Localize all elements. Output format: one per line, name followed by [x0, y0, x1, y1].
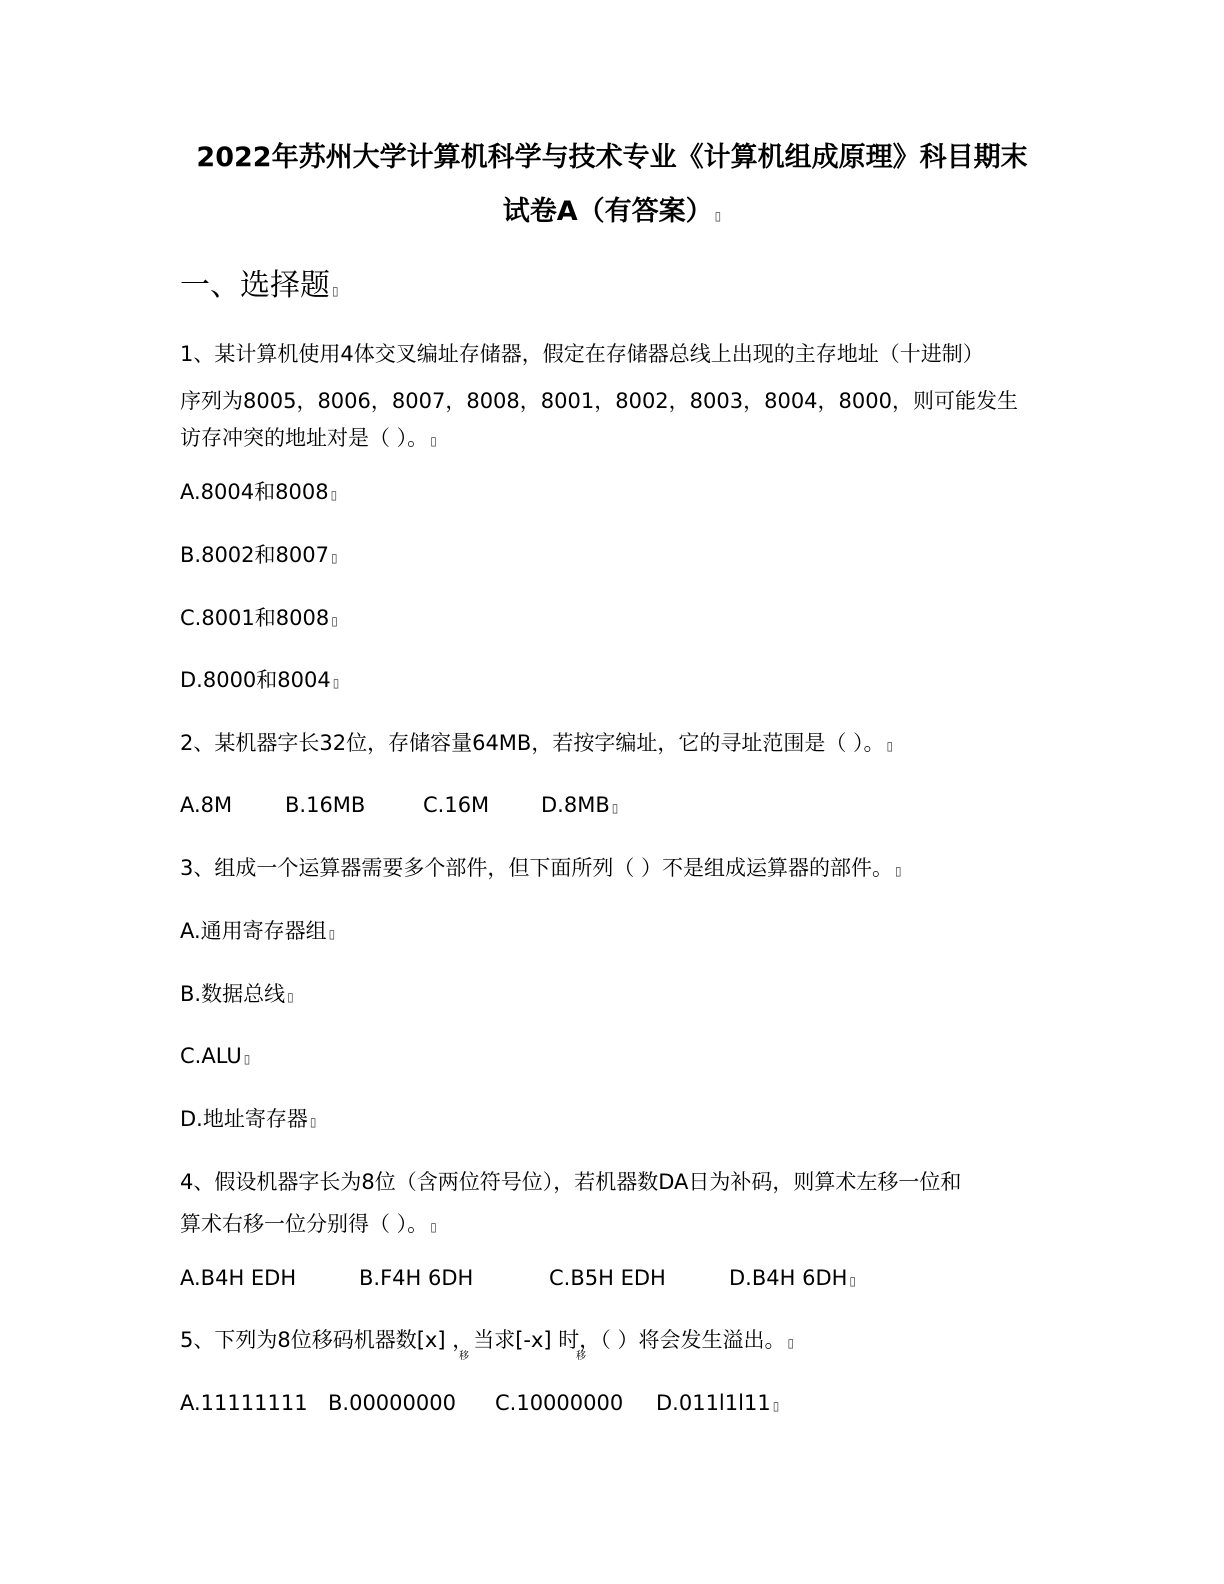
question-4-line-2: 算术右移一位分别得（ ）。 ▯ — [180, 1212, 437, 1236]
question-2-option-c: C.16M — [423, 793, 490, 817]
question-3-option-c: C.ALU ▯ — [180, 1044, 251, 1068]
question-2-option-b: B.16MB — [285, 793, 366, 817]
question-5-subscript-1: 移 — [459, 1351, 469, 1362]
question-4-option-b: B.F4H 6DH — [359, 1266, 474, 1290]
question-5-option-b: B.00000000 — [328, 1391, 456, 1415]
question-1-option-d: D.8000和8004 ▯ — [180, 668, 340, 692]
question-3-option-a: A.通用寄存器组 ▯ — [180, 919, 336, 943]
question-5-option-d: D.011l1l11 ▯ — [656, 1391, 780, 1415]
question-4-line-1: 4、假设机器字长为8位（含两位符号位），若机器数DA日为补码，则算术左移一位和 — [180, 1170, 962, 1194]
question-5-option-a: A.11111111 — [180, 1391, 308, 1415]
question-1-line-1: 1、某计算机使用4体交叉编址存储器，假定在存储器总线上出现的主存地址（十进制） — [180, 342, 984, 366]
document-title-line-1: 2022年苏州大学计算机科学与技术专业《计算机组成原理》科目期末 — [196, 142, 1028, 173]
question-2-option-d: D.8MB ▯ — [541, 793, 619, 817]
question-2-line-1: 2、某机器字长32位，存储容量64MB，若按字编址，它的寻址范围是（ ）。 ▯ — [180, 731, 894, 755]
question-1-option-a: A.8004和8008 ▯ — [180, 480, 338, 504]
paragraph-mark: ▯ — [714, 209, 722, 223]
question-3-option-d: D.地址寄存器 ▯ — [180, 1107, 317, 1131]
question-1-option-b: B.8002和8007 ▯ — [180, 543, 338, 567]
question-1-option-c: C.8001和8008 ▯ — [180, 606, 338, 630]
question-3-line-1: 3、组成一个运算器需要多个部件，但下面所列（ ）不是组成运算器的部件。 ▯ — [180, 856, 902, 880]
question-5-line-1: 5、下列为8位移码机器数[x] ，当求[-x] 时，（ ）将会发生溢出。 ▯ — [180, 1328, 795, 1352]
document-title-line-2: 试卷A（有答案） ▯ — [502, 196, 722, 227]
section-heading: 一、选择题 ▯ — [180, 268, 339, 303]
question-4-option-a: A.B4H EDH — [180, 1266, 297, 1290]
question-3-option-b: B.数据总线 ▯ — [180, 982, 294, 1006]
question-4-option-d: D.B4H 6DH ▯ — [729, 1266, 857, 1290]
paragraph-mark: ▯ — [332, 284, 339, 298]
question-5-subscript-2: 移 — [576, 1351, 586, 1362]
question-1-line-3: 访存冲突的地址对是（ ）。 ▯ — [180, 426, 437, 450]
question-1-line-2: 序列为8005，8006，8007，8008，8001，8002，8003，8004，8000，则可能发生 — [180, 389, 1018, 413]
question-4-option-c: C.B5H EDH — [549, 1266, 666, 1290]
question-2-option-a: A.8M — [180, 793, 233, 817]
question-5-option-c: C.10000000 — [495, 1391, 624, 1415]
